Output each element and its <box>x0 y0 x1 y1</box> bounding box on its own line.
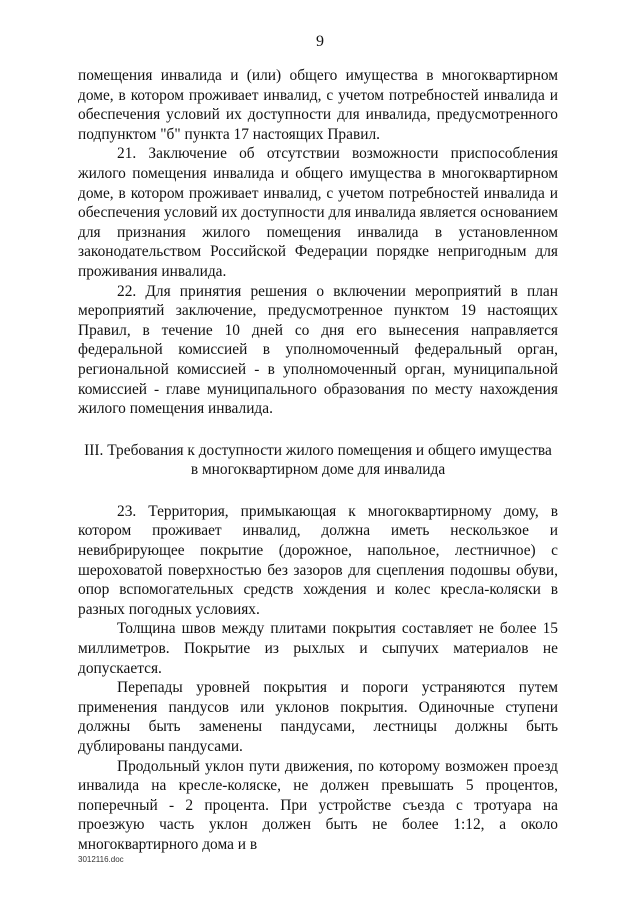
footer-filename: 3012116.doc <box>78 855 124 864</box>
paragraph-slope: Продольный уклон пути движения, по которому возможен проезд инвалида на кресле-коляске, не должен превышать 5 процентов, поперечный - 2 процента. При устройстве съезда с тротуара на проезжую часть уклон должен быть не более 1:12, а около многоквартирного дома и в <box>78 757 558 853</box>
section-heading-line-1: III. Требования к доступности жилого помещения и общего имущества <box>84 441 552 459</box>
paragraph-21: 21. Заключение об отсутствии возможности приспособления жилого помещения инвалида и общего имущества в многоквартирном доме, в котором проживает инвалид, с учетом потребностей инвалида и обеспечения условий их доступности для инвалида является основанием для признания жилого помещения инвалида в установленном законодательством Российской Федерации порядке непригодным для проживания инвалида. <box>78 145 558 280</box>
paragraph-continuation: помещения инвалида и (или) общего имущества в многоквартирном доме, в котором проживает инвалид, с учетом потребностей инвалида и обеспечения условий их доступности для инвалида, предусмотренного подпунктом "б" пункта 17 настоящих Правил. <box>78 67 558 143</box>
paragraph-23: 23. Территория, примыкающая к многоквартирному дому, в котором проживает инвалид, должна иметь нескользкое и невибрирующее покрытие (дорожное, напольное, лестничное) с шероховатой поверхностью без зазоров для сцепления подошвы обуви, опор вспомогательных средств хождения и колес кресла-коляски в разных погодных условиях. <box>78 502 558 618</box>
section-heading <box>78 441 558 480</box>
page-number: 9 <box>316 33 324 50</box>
paragraph-level-differences: Перепады уровней покрытия и пороги устраняются путем применения пандусов или уклонов покрытия. Одиночные ступени должны быть заменены пандусами, лестницы должны быть дублированы пандусами. <box>78 679 558 755</box>
section-heading-line-2: в многоквартирном доме для инвалида <box>190 461 446 479</box>
paragraph-seam-thickness: Толщина швов между плитами покрытия составляет не более 15 миллиметров. Покрытие из рыхлых и сыпучих материалов не допускается. <box>78 620 558 677</box>
paragraph-22: 22. Для принятия решения о включении мероприятий в план мероприятий заключение, предусмотренное пунктом 19 настоящих Правил, в течение 10 дней со дня его вынесения направляется федеральной комиссией в уполномоченный федеральный орган, региональной комиссией - в уполномоченный орган, муниципальной комиссией - главе муниципального образования по месту нахождения жилого помещения инвалида. <box>78 282 558 418</box>
document-body <box>78 66 558 855</box>
